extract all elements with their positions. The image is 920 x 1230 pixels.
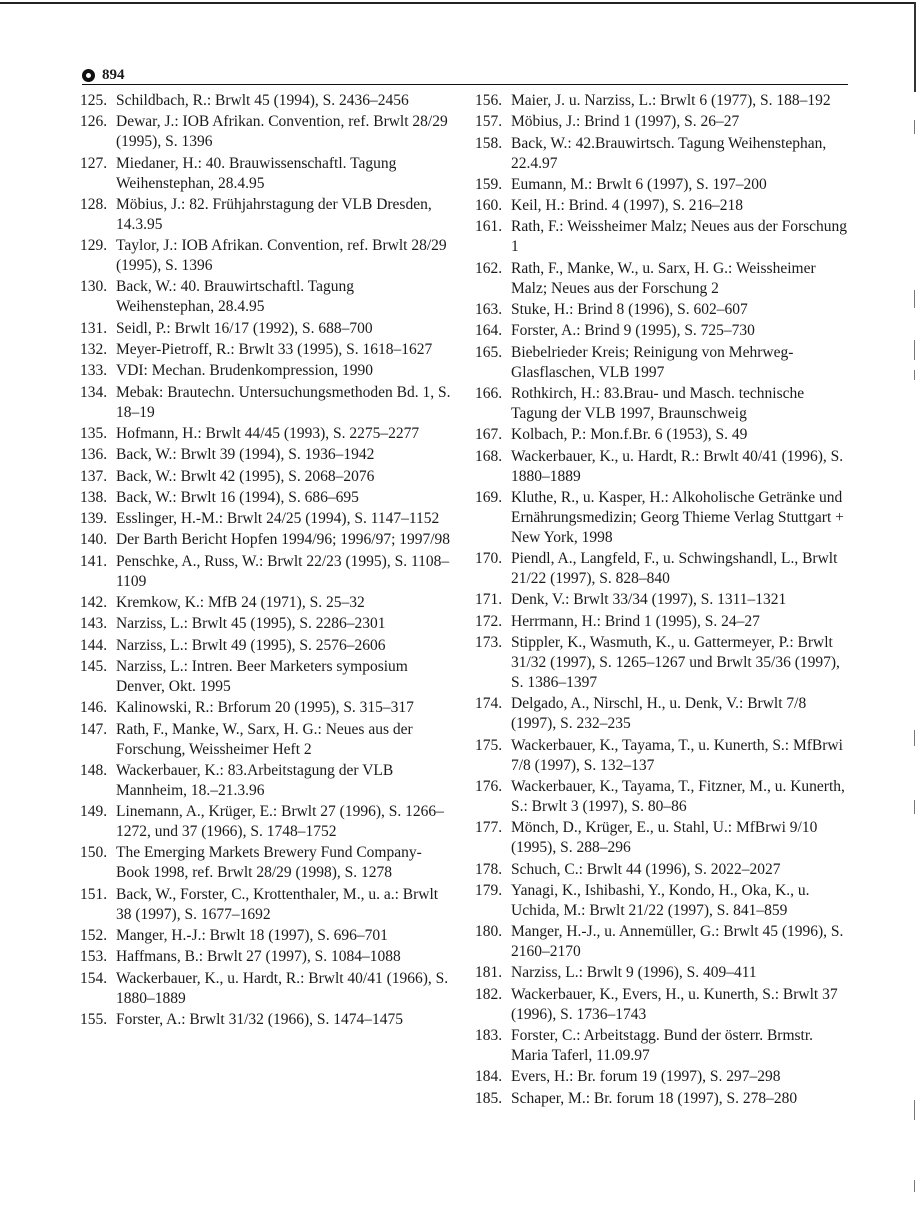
reference-number: 129. bbox=[80, 237, 108, 255]
reference-number: 135. bbox=[80, 424, 108, 442]
reference-number: 125. bbox=[80, 92, 108, 109]
reference-text: Keil, H.: Brind. 4 (1997), S. 216–218 bbox=[511, 197, 744, 215]
reference-number: 130. bbox=[80, 278, 108, 296]
reference-number: 142. bbox=[80, 594, 108, 612]
reference-text: Wackerbauer, K., Evers, H., u. Kunerth, S.: Brwlt 37 (1996), S. 1736–1743 bbox=[511, 985, 838, 1023]
reference-text: Schuch, C.: Brwlt 44 (1996), S. 2022–2027 bbox=[511, 860, 781, 878]
reference-text: Narziss, L.: Brwlt 49 (1995), S. 2576–2606 bbox=[116, 636, 386, 654]
reference-number: 170. bbox=[475, 550, 503, 568]
reference-number: 127. bbox=[80, 154, 108, 172]
reference-entry bbox=[80, 424, 452, 444]
header-rule bbox=[82, 84, 848, 85]
references-left-column bbox=[80, 91, 452, 1031]
reference-entry bbox=[80, 1010, 452, 1030]
reference-text: Biebelrieder Kreis; Reinigung von Mehrweg-Glasflaschen, VLB 1997 bbox=[511, 343, 794, 381]
reference-entry bbox=[80, 154, 452, 194]
reference-number: 160. bbox=[475, 197, 503, 215]
reference-text: The Emerging Markets Brewery Fund Company-Book 1998, ref. Brwlt 28/29 (1998), S. 1278 bbox=[116, 844, 422, 882]
scan-margin-marks bbox=[912, 100, 920, 1200]
reference-entry bbox=[475, 818, 847, 858]
reference-text: Wackerbauer, K., Tayama, T., u. Kunerth, S.: MfBrwi 7/8 (1997), S. 132–137 bbox=[511, 736, 843, 774]
reference-text: Kremkow, K.: MfB 24 (1971), S. 25–32 bbox=[116, 594, 365, 612]
reference-text: Taylor, J.: IOB Afrikan. Convention, ref. Brwlt 28/29 (1995), S. 1396 bbox=[116, 237, 447, 275]
reference-entry bbox=[80, 91, 452, 111]
reference-text: Back, W.: Brwlt 42 (1995), S. 2068–2076 bbox=[116, 467, 375, 485]
references-right-column bbox=[475, 91, 847, 1110]
reference-text: Rath, F., Manke, W., u. Sarx, H. G.: Weissheimer Malz; Neues aus der Forschung 2 bbox=[511, 259, 816, 297]
reference-entry bbox=[80, 636, 452, 656]
reference-entry bbox=[80, 885, 452, 925]
reference-entry bbox=[475, 425, 847, 445]
reference-entry bbox=[475, 590, 847, 610]
reference-number: 176. bbox=[475, 777, 503, 795]
reference-entry bbox=[80, 614, 452, 634]
reference-number: 167. bbox=[475, 426, 503, 444]
reference-entry bbox=[80, 445, 452, 465]
reference-number: 157. bbox=[475, 113, 503, 131]
reference-text: Kluthe, R., u. Kasper, H.: Alkoholische Getränke und Ernährungsmedizin; Georg Thieme Verlag Stuttgart + New York, 1998 bbox=[511, 488, 844, 546]
reference-number: 134. bbox=[80, 383, 108, 401]
reference-number: 147. bbox=[80, 720, 108, 738]
reference-text: Herrmann, H.: Brind 1 (1995), S. 24–27 bbox=[511, 612, 760, 630]
reference-entry bbox=[475, 736, 847, 776]
reference-text: Schaper, M.: Br. forum 18 (1997), S. 278–280 bbox=[511, 1089, 798, 1107]
reference-number: 183. bbox=[475, 1027, 503, 1045]
reference-entry bbox=[475, 447, 847, 487]
reference-entry bbox=[80, 969, 452, 1009]
reference-text: Penschke, A., Russ, W.: Brwlt 22/23 (1995), S. 1108–1109 bbox=[116, 552, 450, 590]
reference-text: Möbius, J.: Brind 1 (1997), S. 26–27 bbox=[511, 113, 740, 131]
reference-entry bbox=[80, 277, 452, 317]
reference-entry bbox=[80, 593, 452, 613]
reference-entry bbox=[475, 112, 847, 132]
reference-text: Hofmann, H.: Brwlt 44/45 (1993), S. 2275–2277 bbox=[116, 424, 420, 442]
reference-number: 178. bbox=[475, 860, 503, 878]
reference-entry bbox=[80, 488, 452, 508]
reference-number: 177. bbox=[475, 819, 503, 837]
reference-number: 149. bbox=[80, 803, 108, 821]
reference-text: Kalinowski, R.: Brforum 20 (1995), S. 315–317 bbox=[116, 699, 414, 717]
reference-text: Der Barth Bericht Hopfen 1994/96; 1996/97; 1997/98 bbox=[116, 531, 451, 549]
reference-entry bbox=[80, 236, 452, 276]
reference-text: Back, W.: Brwlt 39 (1994), S. 1936–1942 bbox=[116, 446, 375, 464]
reference-number: 174. bbox=[475, 695, 503, 713]
reference-number: 136. bbox=[80, 446, 108, 464]
reference-text: Back, W.: 40. Brauwirtschaftl. Tagung Weihenstephan, 28.4.95 bbox=[116, 278, 354, 316]
reference-text: Denk, V.: Brwlt 33/34 (1997), S. 1311–1321 bbox=[511, 591, 787, 609]
reference-text: Miedaner, H.: 40. Brauwissenschaftl. Tagung Weihenstephan, 28.4.95 bbox=[116, 154, 397, 192]
reference-number: 140. bbox=[80, 531, 108, 549]
reference-number: 179. bbox=[475, 881, 503, 899]
reference-entry bbox=[80, 195, 452, 235]
reference-entry bbox=[475, 259, 847, 299]
reference-entry bbox=[475, 881, 847, 921]
reference-entry bbox=[80, 552, 452, 592]
reference-entry bbox=[475, 633, 847, 693]
reference-number: 137. bbox=[80, 467, 108, 485]
reference-text: Evers, H.: Br. forum 19 (1997), S. 297–298 bbox=[511, 1068, 781, 1086]
reference-number: 151. bbox=[80, 885, 108, 903]
reference-number: 164. bbox=[475, 322, 503, 340]
reference-text: Forster, A.: Brind 9 (1995), S. 725–730 bbox=[511, 322, 755, 340]
reference-text: Narziss, L.: Brwlt 45 (1995), S. 2286–2301 bbox=[116, 615, 386, 633]
reference-text: Back, W., Forster, C., Krottenthaler, M., u. a.: Brwlt 38 (1997), S. 1677–1692 bbox=[116, 885, 439, 923]
reference-number: 132. bbox=[80, 341, 108, 359]
reference-text: Wackerbauer, K.: 83.Arbeitstagung der VLB Mannheim, 18.–21.3.96 bbox=[116, 761, 394, 799]
reference-text: Forster, C.: Arbeitstagg. Bund der österr. Brmstr. Maria Taferl, 11.09.97 bbox=[511, 1027, 814, 1065]
reference-entry bbox=[80, 467, 452, 487]
reference-number: 161. bbox=[475, 218, 503, 236]
reference-text: VDI: Mechan. Brudenkompression, 1990 bbox=[116, 362, 373, 380]
reference-entry bbox=[80, 843, 452, 883]
reference-entry bbox=[80, 361, 452, 381]
reference-number: 171. bbox=[475, 591, 503, 609]
reference-text: Möbius, J.: 82. Frühjahrstagung der VLB Dresden, 14.3.95 bbox=[116, 195, 432, 233]
reference-entry bbox=[475, 300, 847, 320]
reference-text: Dewar, J.: IOB Afrikan. Convention, ref. Brwlt 28/29 (1995), S. 1396 bbox=[116, 113, 448, 151]
reference-text: Wackerbauer, K., Tayama, T., Fitzner, M., u. Kunerth, S.: Brwlt 3 (1997), S. 80–86 bbox=[511, 777, 845, 815]
reference-text: Rath, F., Manke, W., Sarx, H. G.: Neues aus der Forschung, Weissheimer Heft 2 bbox=[116, 720, 413, 758]
reference-number: 163. bbox=[475, 301, 503, 319]
reference-entry bbox=[475, 175, 847, 195]
reference-text: Narziss, L.: Brwlt 9 (1996), S. 409–411 bbox=[511, 964, 757, 982]
reference-number: 138. bbox=[80, 488, 108, 506]
reference-number: 168. bbox=[475, 447, 503, 465]
reference-text: Mönch, D., Krüger, E., u. Stahl, U.: MfBrwi 9/10 (1995), S. 288–296 bbox=[511, 819, 818, 857]
reference-number: 126. bbox=[80, 113, 108, 131]
page-number: 894 bbox=[102, 67, 125, 83]
reference-number: 185. bbox=[475, 1089, 503, 1107]
reference-entry bbox=[80, 947, 452, 967]
reference-number: 148. bbox=[80, 761, 108, 779]
reference-number: 166. bbox=[475, 384, 503, 402]
reference-entry bbox=[80, 112, 452, 152]
reference-text: Narziss, L.: Intren. Beer Marketers symposium Denver, Okt. 1995 bbox=[116, 657, 408, 695]
reference-number: 141. bbox=[80, 552, 108, 570]
page-header bbox=[82, 66, 848, 86]
reference-entry bbox=[80, 340, 452, 360]
reference-number: 152. bbox=[80, 927, 108, 945]
reference-text: Manger, H.-J., u. Annemüller, G.: Brwlt 45 (1996), S. 2160–2170 bbox=[511, 923, 844, 961]
reference-entry bbox=[80, 761, 452, 801]
reference-number: 133. bbox=[80, 362, 108, 380]
reference-text: Rath, F.: Weissheimer Malz; Neues aus der Forschung 1 bbox=[511, 218, 848, 256]
reference-text: Rothkirch, H.: 83.Brau- und Masch. technische Tagung der VLB 1997, Braunschweig bbox=[511, 384, 805, 422]
reference-entry bbox=[475, 1067, 847, 1087]
reference-entry bbox=[475, 860, 847, 880]
reference-text: Mebak: Brautechn. Untersuchungsmethoden Bd. 1, S. 18–19 bbox=[116, 383, 451, 421]
reference-number: 139. bbox=[80, 510, 108, 528]
reference-entry bbox=[475, 91, 847, 111]
reference-entry bbox=[80, 383, 452, 423]
reference-entry bbox=[475, 196, 847, 216]
reference-text: Schildbach, R.: Brwlt 45 (1994), S. 2436–2456 bbox=[116, 92, 409, 109]
reference-entry bbox=[80, 926, 452, 946]
reference-number: 162. bbox=[475, 259, 503, 277]
reference-text: Manger, H.-J.: Brwlt 18 (1997), S. 696–701 bbox=[116, 927, 388, 945]
reference-entry bbox=[80, 319, 452, 339]
reference-number: 182. bbox=[475, 985, 503, 1003]
reference-text: Linemann, A., Krüger, E.: Brwlt 27 (1996), S. 1266–1272, und 37 (1966), S. 1748–1752 bbox=[116, 803, 444, 841]
page-marker-icon bbox=[82, 69, 95, 82]
reference-number: 173. bbox=[475, 634, 503, 652]
reference-text: Esslinger, H.-M.: Brwlt 24/25 (1994), S. 1147–1152 bbox=[116, 510, 440, 528]
reference-entry bbox=[475, 963, 847, 983]
reference-number: 143. bbox=[80, 615, 108, 633]
reference-entry bbox=[80, 657, 452, 697]
reference-entry bbox=[475, 777, 847, 817]
reference-text: Meyer-Pietroff, R.: Brwlt 33 (1995), S. 1618–1627 bbox=[116, 341, 433, 359]
reference-entry bbox=[475, 612, 847, 632]
reference-number: 146. bbox=[80, 699, 108, 717]
reference-entry bbox=[475, 694, 847, 734]
reference-entry bbox=[475, 384, 847, 424]
reference-entry bbox=[475, 1089, 847, 1109]
reference-number: 165. bbox=[475, 343, 503, 361]
reference-entry bbox=[475, 488, 847, 548]
reference-number: 184. bbox=[475, 1068, 503, 1086]
reference-entry bbox=[80, 509, 452, 529]
reference-number: 150. bbox=[80, 844, 108, 862]
reference-entry bbox=[80, 720, 452, 760]
reference-text: Maier, J. u. Narziss, L.: Brwlt 6 (1977), S. 188–192 bbox=[511, 92, 831, 109]
reference-text: Yanagi, K., Ishibashi, Y., Kondo, H., Oka, K., u. Uchida, M.: Brwlt 21/22 (1997), S. 841–859 bbox=[511, 881, 810, 919]
reference-text: Back, W.: 42.Brauwirtsch. Tagung Weihenstephan, 22.4.97 bbox=[511, 134, 827, 172]
reference-text: Eumann, M.: Brwlt 6 (1997), S. 197–200 bbox=[511, 175, 767, 193]
reference-number: 154. bbox=[80, 969, 108, 987]
reference-number: 155. bbox=[80, 1010, 108, 1028]
reference-entry bbox=[80, 802, 452, 842]
reference-text: Delgado, A., Nirschl, H., u. Denk, V.: Brwlt 7/8 (1997), S. 232–235 bbox=[511, 695, 807, 733]
reference-text: Back, W.: Brwlt 16 (1994), S. 686–695 bbox=[116, 488, 359, 506]
scan-edge-top bbox=[0, 2, 916, 4]
reference-entry bbox=[80, 530, 452, 550]
reference-number: 128. bbox=[80, 195, 108, 213]
reference-number: 144. bbox=[80, 636, 108, 654]
reference-entry bbox=[475, 134, 847, 174]
reference-entry bbox=[475, 343, 847, 383]
reference-number: 181. bbox=[475, 964, 503, 982]
reference-number: 180. bbox=[475, 923, 503, 941]
reference-entry bbox=[475, 549, 847, 589]
reference-text: Stuke, H.: Brind 8 (1996), S. 602–607 bbox=[511, 301, 748, 319]
reference-number: 159. bbox=[475, 175, 503, 193]
reference-number: 153. bbox=[80, 948, 108, 966]
reference-entry bbox=[475, 922, 847, 962]
reference-text: Seidl, P.: Brwlt 16/17 (1992), S. 688–700 bbox=[116, 319, 373, 337]
reference-text: Kolbach, P.: Mon.f.Br. 6 (1953), S. 49 bbox=[511, 426, 748, 444]
reference-number: 169. bbox=[475, 488, 503, 506]
reference-number: 158. bbox=[475, 134, 503, 152]
reference-text: Forster, A.: Brwlt 31/32 (1966), S. 1474–1475 bbox=[116, 1010, 403, 1028]
reference-number: 131. bbox=[80, 319, 108, 337]
reference-text: Haffmans, B.: Brwlt 27 (1997), S. 1084–1088 bbox=[116, 948, 401, 966]
reference-text: Wackerbauer, K., u. Hardt, R.: Brwlt 40/41 (1966), S. 1880–1889 bbox=[116, 969, 449, 1007]
reference-entry bbox=[475, 321, 847, 341]
reference-text: Stippler, K., Wasmuth, K., u. Gattermeyer, P.: Brwlt 31/32 (1997), S. 1265–1267 und Brwlt 35/36 (1997), S. 1386–1397 bbox=[511, 634, 840, 692]
reference-entry bbox=[475, 217, 847, 257]
reference-entry bbox=[475, 1026, 847, 1066]
reference-number: 172. bbox=[475, 612, 503, 630]
reference-text: Piendl, A., Langfeld, F., u. Schwingshandl, L., Brwlt 21/22 (1997), S. 828–840 bbox=[511, 550, 838, 588]
reference-number: 145. bbox=[80, 657, 108, 675]
reference-entry bbox=[475, 985, 847, 1025]
scan-edge-right bbox=[914, 2, 916, 92]
reference-text: Wackerbauer, K., u. Hardt, R.: Brwlt 40/41 (1996), S. 1880–1889 bbox=[511, 447, 844, 485]
reference-number: 156. bbox=[475, 92, 503, 109]
reference-entry bbox=[80, 698, 452, 718]
reference-number: 175. bbox=[475, 736, 503, 754]
